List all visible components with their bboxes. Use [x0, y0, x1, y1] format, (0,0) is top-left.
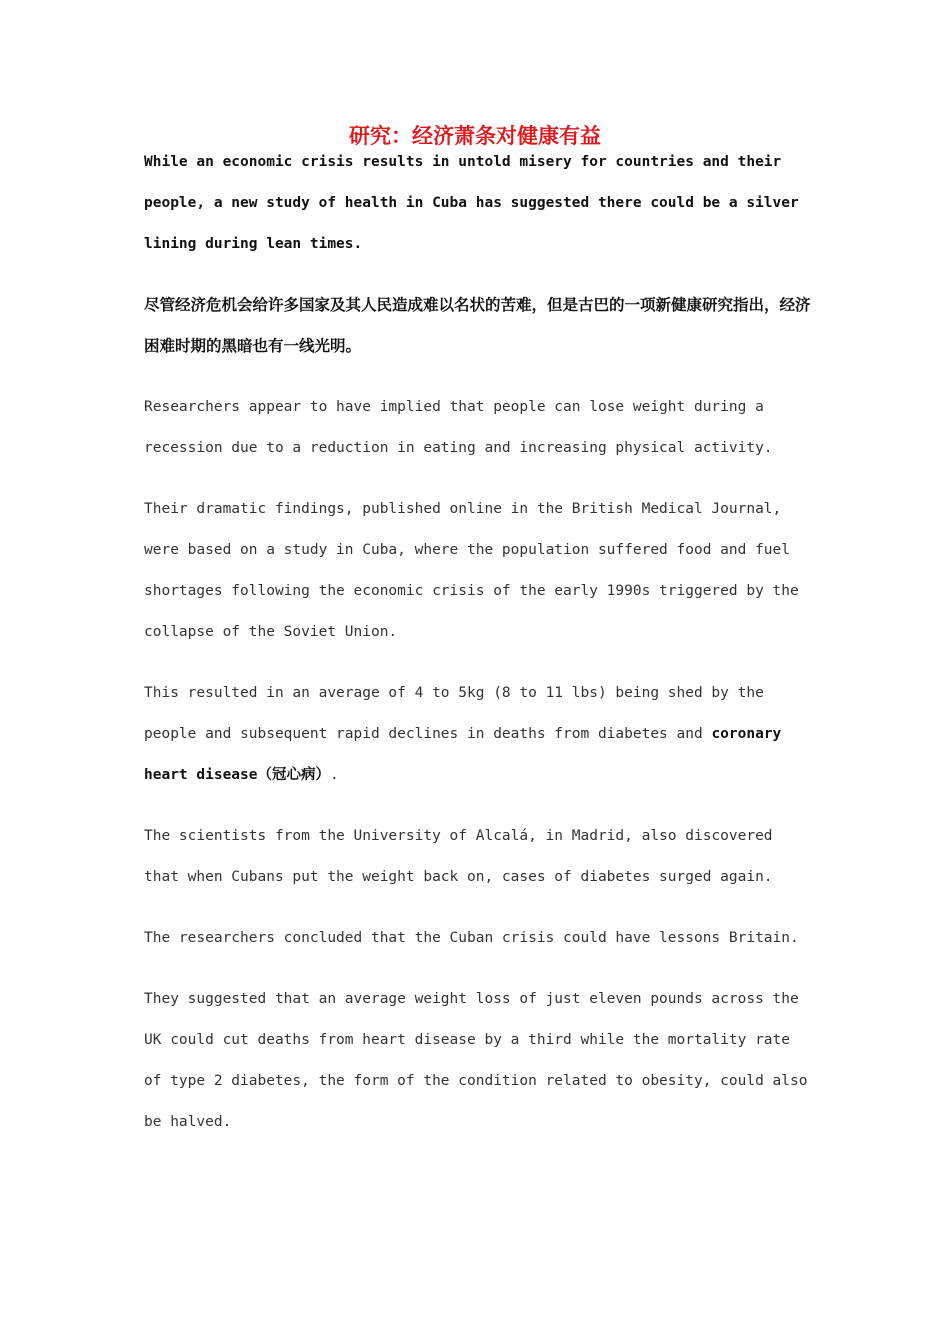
- paragraph-suggestion: They suggested that an average weight loss of just eleven pounds across the UK could cut deaths from heart disease by a third while the mortality rate of type 2 diabetes, the form of the condition related to obesity, could also be halved.: [144, 991, 808, 1130]
- paragraph-findings: Their dramatic findings, published online in the British Medical Journal, were based on a study in Cuba, where the population suffered food and fuel shortages following the economic crisis of the early 1990s triggered by the collapse of the Soviet Union.: [144, 501, 799, 640]
- document-title: 研究：经济萧条对健康有益: [349, 124, 601, 148]
- paragraph-scientists: The scientists from the University of Alcalá, in Madrid, also discovered that when Cubans put the weight back on, cases of diabetes surged again.: [144, 828, 773, 885]
- paragraph-intro-english: While an economic crisis results in untold misery for countries and their people, a new study of health in Cuba has suggested there could be a silver lining during lean times.: [144, 154, 799, 252]
- paragraph-intro-chinese: 尽管经济危机会给许多国家及其人民造成难以名状的苦难，但是古巴的一项新健康研究指出，经济困难时期的黑暗也有一线光明。: [144, 296, 811, 355]
- paragraph-weight-loss: [144, 673, 816, 796]
- paragraph-weight-loss-end: .: [330, 767, 339, 783]
- paragraph-weight-loss-text: This resulted in an average of 4 to 5kg (8 to 11 lbs) being shed by the people and subsequent rapid declines in deaths from diabetes and: [144, 685, 764, 742]
- document-body: [144, 142, 816, 1163]
- paragraph-conclusion: The researchers concluded that the Cuban crisis could have lessons Britain.: [144, 930, 799, 946]
- coronary-heart-disease-term: coronary heart disease（冠心病）: [144, 726, 782, 783]
- paragraph-researchers: Researchers appear to have implied that people can lose weight during a recession due to a reduction in eating and increasing physical activity.: [144, 399, 773, 456]
